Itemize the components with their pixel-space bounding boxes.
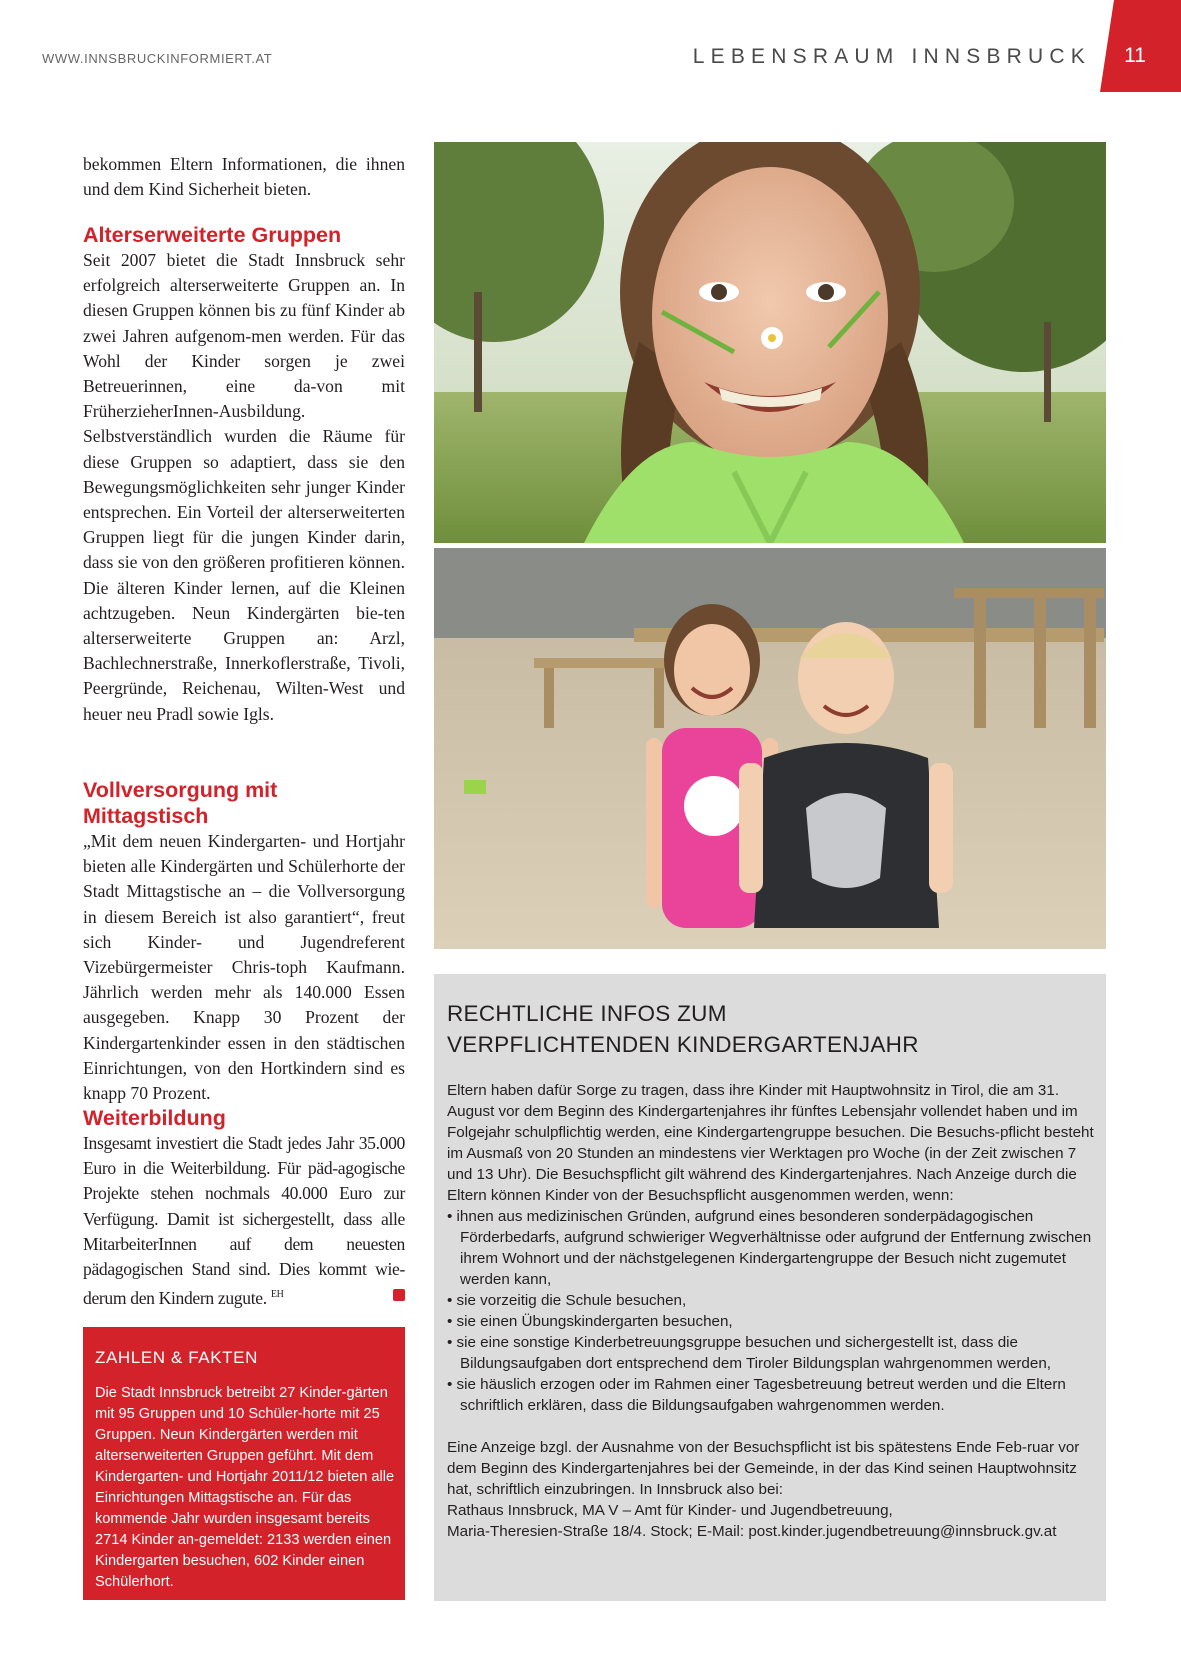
facts-text: Die Stadt Innsbruck betreibt 27 Kinder-gärten mit 95 Gruppen und 10 Schüler-horte mit 25 Gruppen. Neun Kindergärten werden mit alterserweiterten Gruppen geführt. Mit dem Kindergarten- und Hortjahr 2011/12 bieten alle Einrichtungen Mittagstische an. Für das kommende Jahr wurden insgesamt bereits 2714 Kinder an-gemeldet: 2133 werden einen Kindergarten besuchen, 602 Kinder einen Schülerhort. [95, 1385, 395, 1590]
paragraph-text: Insgesamt investiert die Stadt jedes Jahr 35.000 Euro in die Weiterbildung. Für päd-agogische Projekte stehen nochmals 40.000 Euro zur Verfügung. Damit ist sichergestellt, dass alle MitarbeiterInnen auf dem neuesten pädagogischen Stand sind. Dies kommt wie-derum den Kindern zugute. [83, 1133, 405, 1309]
section-title: LEBENSRAUM INNSBRUCK [692, 45, 1091, 68]
facts-title: ZAHLEN & FAKTEN [95, 1348, 258, 1367]
list-item: • sie vorzeitig die Schule besuchen, [447, 1290, 1097, 1311]
photo-kids-sandbox [434, 548, 1106, 949]
section-paragraph [83, 1131, 405, 1311]
title-line-2: VERPFLICHTENDEN KINDERGARTENJAHR [447, 1032, 919, 1057]
facts-box [83, 1327, 405, 1600]
title-line-1: RECHTLICHE INFOS ZUM [447, 1001, 727, 1026]
section-weiterbildung [83, 1105, 405, 1311]
section-heading: Alterserweiterte Gruppen [83, 223, 342, 247]
intro-paragraph: bekommen Eltern Informationen, die ihnen und dem Kind Sicherheit bieten. [83, 154, 405, 200]
legal-info-content [447, 1080, 1097, 1542]
list-item: • sie einen Übungskindergarten besuchen, [447, 1311, 1097, 1332]
author-initials: EH [270, 1289, 284, 1301]
list-item: • sie häuslich erzogen oder im Rahmen einer Tagesbetreuung betreut werden und die Eltern schriftlich erklären, dass die Bildungsaufgaben wahrgenommen werden. [447, 1374, 1097, 1416]
website-url: WWW.INNSBRUCKINFORMIERT.AT [42, 51, 273, 66]
article-end-mark [393, 1289, 405, 1301]
address-line-1: Rathaus Innsbruck, MA V – Amt für Kinder- und Jugendbetreuung, [447, 1502, 893, 1519]
section-heading: Vollversorgung mit Mittagstisch [83, 778, 278, 828]
section-heading: Weiterbildung [83, 1106, 226, 1130]
address-line-2: Maria-Theresien-Straße 18/4. Stock; E-Mail: post.kinder.jugendbetreuung@innsbruck.gv.at [447, 1523, 1057, 1540]
list-item: • sie eine sonstige Kinderbetreuungsgruppe besuchen und sichergestellt ist, dass die Bildungsaufgaben dort entsprechend dem Tiroler Bildungsplan wahrgenommen werden, [447, 1332, 1097, 1374]
list-item: • ihnen aus medizinischen Gründen, aufgrund eines besonderen sonderpädagogischen Förderbedarfs, aufgrund schwieriger Wegverhältnisse oder aufgrund der Entfernung zwischen ihrem Wohnort und der nächstgelegenen Kindergartengruppe der Besuch nicht zugemutet werden kann, [447, 1206, 1097, 1290]
legal-info-box [434, 974, 1106, 1601]
section-alterserweiterte [83, 222, 405, 727]
section-vollversorgung [83, 777, 405, 1106]
intro-text-block [83, 152, 405, 202]
photo-girl-outdoors [434, 142, 1106, 543]
exemption-list [447, 1206, 1097, 1416]
legal-info-title [447, 998, 1087, 1060]
section-paragraph: Seit 2007 bietet die Stadt Innsbruck sehr erfolgreich alterserweiterte Gruppen an. In diesen Gruppen können bis zu fünf Kinder ab zwei Jahren aufgenom-men werden. Für das Wohl der Kinder sorgen je zwei Betreuerinnen, eine da-von mit FrüherzieherInnen-Ausbildung. Selbstverständlich wurden die Räume für diese Gruppen so adaptiert, dass sie den Bewegungsmöglichkeiten sehr junger Kinder entsprechen. Ein Vorteil der alterserweiterten Gruppen liegt für die jungen Kinder darin, dass sie von den größeren profitieren können. Die älteren Kinder lernen, auf die Kleinen achtzugeben. Neun Kindergärten bie-ten alterserweiterte Gruppen an: Arzl, Bachlechnerstraße, Innerkoflerstraße, Tivoli, Peergründe, Reichenau, Wilten-West und heuer neu Pradl sowie Igls. [83, 250, 405, 724]
legal-paragraph-1: Eltern haben dafür Sorge zu tragen, dass ihre Kinder mit Hauptwohnsitz in Tirol, die am 31. August vor dem Beginn des Kindergartenjahres ihr fünftes Lebensjahr vollendet haben und im Folgejahr schulpflichtig werden, eine Kindergartengruppe besuchen. Die Besuchs-pflicht besteht im Ausmaß von 20 Stunden an mindestens vier Werktagen pro Woche (in der Zeit zwischen 7 und 13 Uhr). Die Besuchspflicht gilt während des Kindergartenjahres. Nach Anzeige durch die Eltern können Kinder von der Besuchspflicht ausgenommen werden, wenn: [447, 1082, 1094, 1204]
section-paragraph: „Mit dem neuen Kindergarten- und Hortjahr bieten alle Kindergärten und Schülerhorte der Stadt Mittagstische an – die Vollversorgung in diesem Bereich ist also garantiert“, freut sich Kinder- und Jugendreferent Vizebürgermeister Chris-toph Kaufmann. Jährlich werden mehr als 140.000 Essen ausgegeben. Knapp 30 Prozent der Kindergartenkinder essen in den städtischen Einrichtungen, von den Hortkindern sind es knapp 70 Prozent. [83, 831, 405, 1104]
page-number: 11 [1124, 44, 1146, 67]
legal-paragraph-2: Eine Anzeige bzgl. der Ausnahme von der Besuchspflicht ist bis spätestens Ende Feb-ruar vor dem Beginn des Kindergartenjahres bei der Gemeinde, in der das Kind seinen Hauptwohnsitz hat, schriftlich einzubringen. In Innsbruck also bei: [447, 1439, 1080, 1498]
